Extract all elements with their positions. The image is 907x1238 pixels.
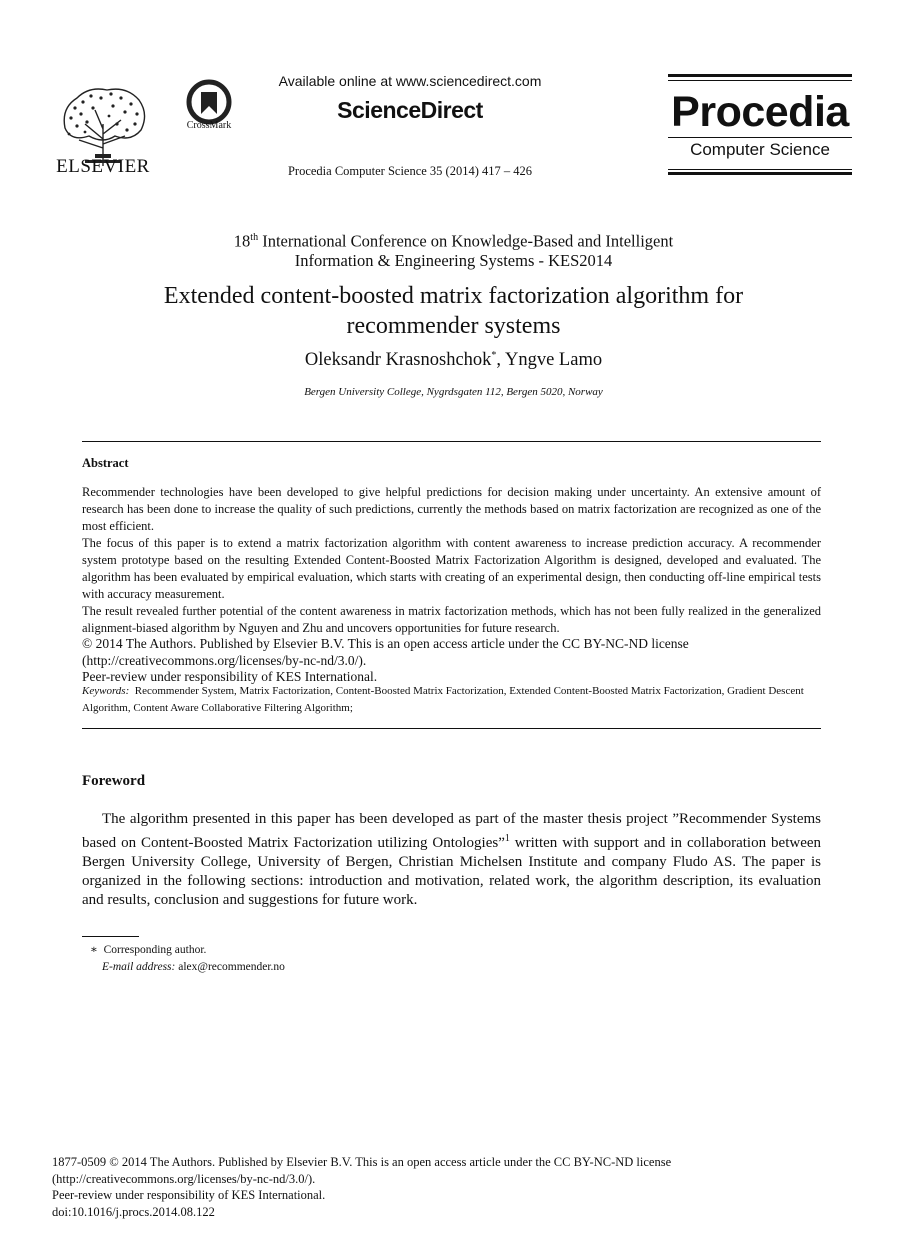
abstract-paragraph: Recommender technologies have been developed to give helpful predictions for decision making under uncertainty. An extensive amount of research has been done to increase the quality of such predictions, currently the methods based on matrix factorization are recognized as one of the most efficient.	[82, 485, 821, 533]
corresponding-author-mark[interactable]: *	[491, 350, 497, 361]
footnote-reference[interactable]: 1	[504, 833, 510, 844]
license-statement: © 2014 The Authors. Published by Elsevier B.V. This is an open access article under the CC BY-NC-ND license	[82, 636, 689, 651]
procedia-bottom-thin-rule	[668, 169, 852, 170]
procedia-subtitle: Computer Science	[690, 140, 830, 159]
abstract-paragraph: The result revealed further potential of the content awareness in matrix factorization methods, which has not been fully realized in the generalized alignment-biased algorithm by Nguyen and Zhu and uncovers opportunities for future research.	[82, 604, 821, 635]
footer-license-link[interactable]: (http://creativecommons.org/licenses/by-nc-nd/3.0/).	[52, 1171, 316, 1186]
peer-review-statement: Peer-review under responsibility of KES International.	[82, 669, 378, 684]
conference-line-1	[100, 228, 807, 251]
email-note	[90, 959, 590, 976]
paper-title	[80, 281, 827, 341]
conference-line-1-text: International Conference on Knowledge-Based and Intelligent	[258, 231, 674, 251]
footer-copyright: 1877-0509 © 2014 The Authors. Published by Elsevier B.V. This is an open access article under the CC BY-NC-ND license	[52, 1155, 672, 1169]
email-address-link[interactable]: alex@recommender.no	[178, 961, 285, 973]
corresponding-author-text: Corresponding author.	[103, 944, 207, 956]
foreword-text-part-2: written with support and in collaboration between Bergen University College, University of Bergen, Christian Michelsen Institute and company Fludo AS. The paper is organized in the following sections: introduction and motivation, related work, the algorithm description, its evaluation and results, conclusion and suggestions for future work.	[82, 835, 822, 908]
crossmark-label: CrossMark	[186, 120, 232, 131]
available-online-link[interactable]: Available online at www.sciencedirect.com	[278, 73, 542, 89]
footer-peer-review: Peer-review under responsibility of KES International.	[52, 1188, 326, 1202]
abstract-top-rule	[82, 441, 821, 442]
journal-reference: Procedia Computer Science 35 (2014) 417 – 426	[287, 164, 533, 178]
affiliation: Bergen University College, Nygrdsgaten 112, Bergen 5020, Norway	[304, 386, 603, 398]
footer-doi[interactable]: doi:10.1016/j.procs.2014.08.122	[52, 1204, 215, 1219]
abstract-bottom-rule	[82, 728, 821, 729]
author-separator: ,	[496, 350, 505, 371]
email-label: E-mail address:	[102, 961, 176, 973]
conference-ordinal-suffix: th	[250, 232, 259, 243]
author-1: Oleksandr Krasnoshchok	[304, 350, 492, 371]
page-footer	[52, 1154, 832, 1220]
conference-ordinal: 18	[233, 231, 251, 251]
sciencedirect-wordmark: ScienceDirect	[337, 97, 483, 123]
author-list	[100, 350, 807, 371]
procedia-top-thin-rule	[668, 80, 852, 81]
abstract-body	[82, 484, 821, 637]
procedia-mid-rule	[668, 137, 852, 138]
keywords-list: Recommender System, Matrix Factorization, Content-Boosted Matrix Factorization, Extended Content-Boosted Matrix Factorization, Gradient Descent Algorithm, Content Aware Collaborative Filtering Algorithm;	[82, 685, 804, 714]
procedia-top-rule	[668, 74, 852, 77]
conference-line-2: Information & Engineering Systems - KES2014	[294, 250, 613, 270]
paper-title-line-2: recommender systems	[346, 313, 561, 339]
corresponding-author-note	[90, 942, 590, 959]
footnote-mark: ∗	[90, 944, 98, 956]
abstract-heading: Abstract	[82, 456, 129, 470]
procedia-title: Procedia	[671, 88, 849, 136]
license-link[interactable]: (http://creativecommons.org/licenses/by-nc-nd/3.0/).	[82, 652, 367, 668]
foreword-heading: Foreword	[82, 773, 146, 789]
foreword-paragraph	[82, 810, 821, 910]
keywords	[82, 683, 821, 717]
elsevier-wordmark: ELSEVIER	[56, 156, 150, 177]
keywords-label: Keywords:	[82, 685, 130, 697]
procedia-logo	[668, 74, 852, 176]
foreword-text-part-1: The algorithm presented in this paper has been developed as part of the master thesis project ”Recommender Systems based on Content-Boosted Matrix Factorization utilizing Ontologies”	[82, 811, 821, 851]
conference-name	[100, 228, 807, 270]
abstract-paragraph: The focus of this paper is to extend a matrix factorization algorithm with content awareness to increase prediction accuracy. A recommender system prototype based on the resulting Extended Content-Boosted Matrix Factorization Algorithm is designed, developed and evaluated. The algorithm has been evaluated by empirical evaluation, which starts with creating of an experimental design, then conducting off-line empirical tests with accuracy measurement.	[82, 536, 821, 601]
paper-title-line-1: Extended content-boosted matrix factorization algorithm for	[163, 283, 744, 309]
procedia-bottom-rule	[668, 172, 852, 175]
author-2: Yngve Lamo	[504, 350, 603, 371]
footnote	[90, 942, 590, 976]
footnote-rule	[82, 936, 139, 937]
license-block	[82, 636, 821, 686]
